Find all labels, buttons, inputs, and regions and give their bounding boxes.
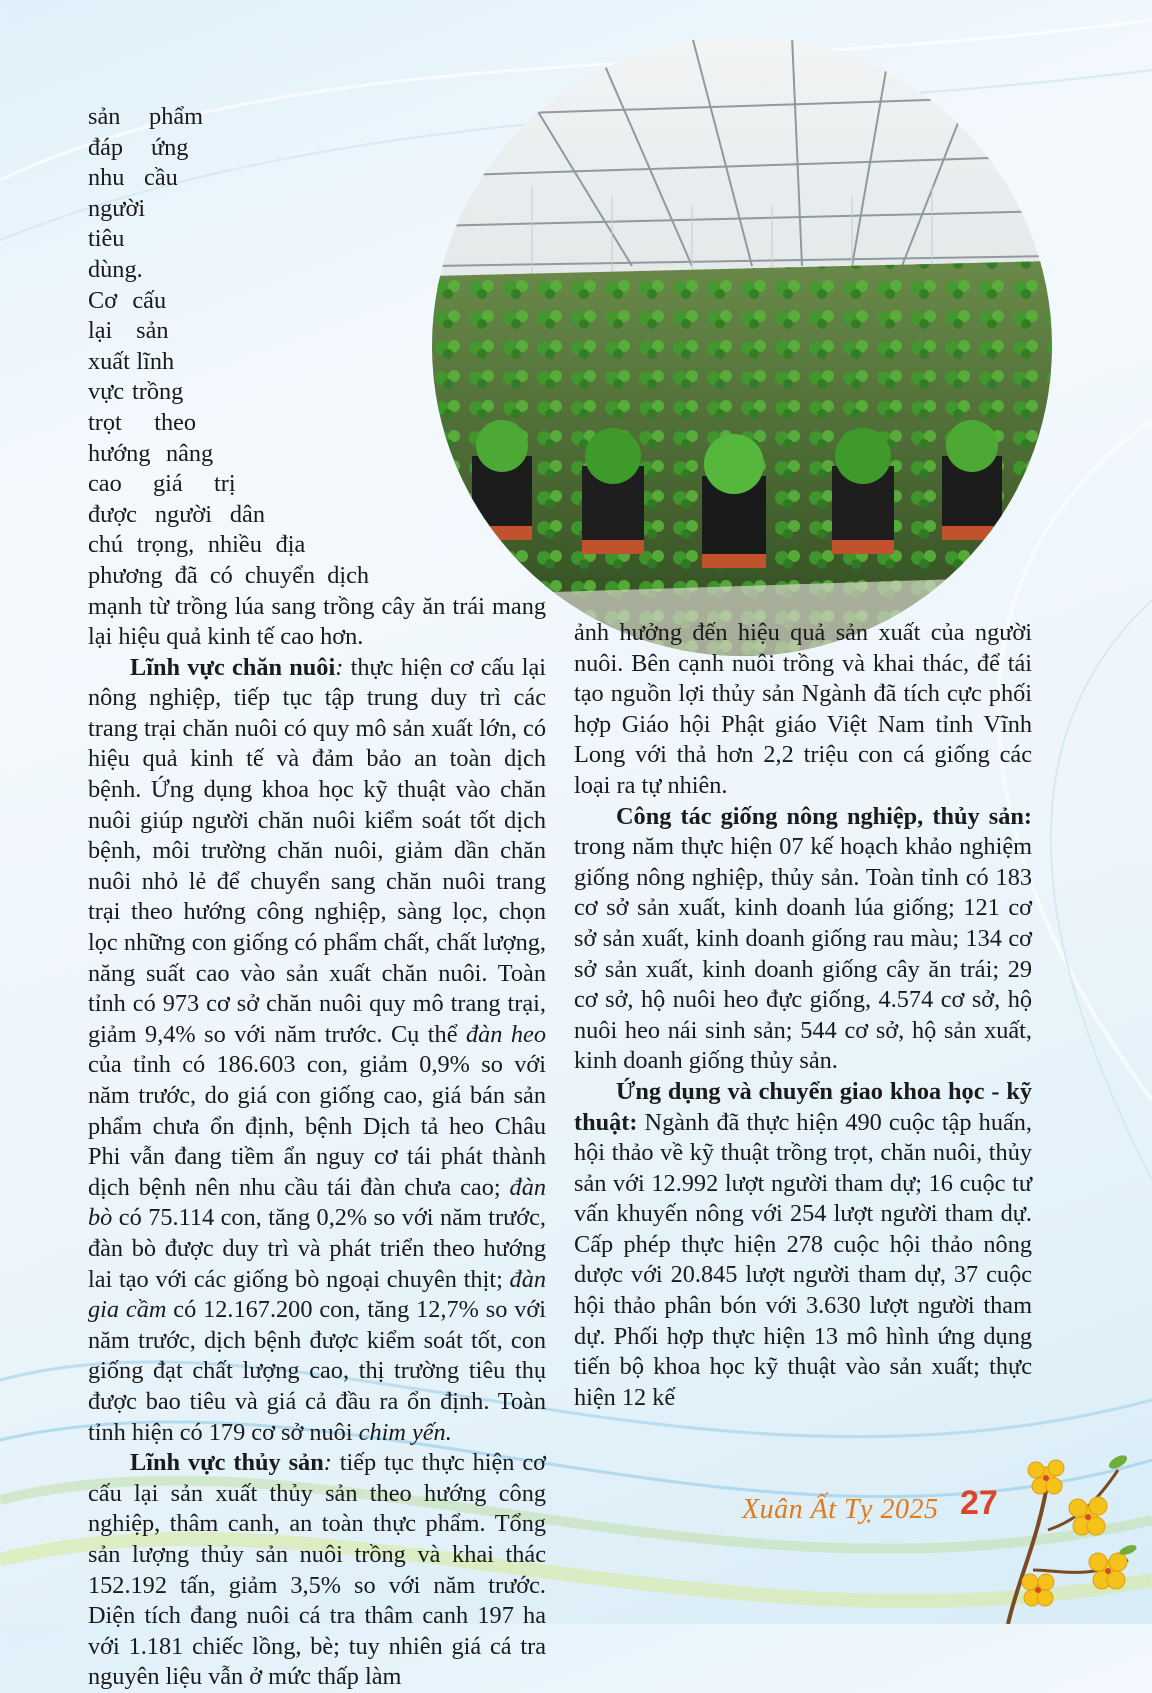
term-pig-herd: đàn heo xyxy=(465,1020,546,1048)
paragraph-fisheries xyxy=(88,1448,546,1693)
heading-breeds: Công tác giống nông nghiệp, thủy sản: xyxy=(616,802,1032,830)
paragraph-fisheries-cont: ảnh hưởng đến hiệu quả sản xuất của người nuôi. Bên cạnh nuôi trồng và khai thác, để tái tạo nguồn lợi thủy sản Ngành đã tích cực phối hợp Giáo hội Phật giáo Việt Nam tỉnh Vĩnh Long với thả hơn 2,2 triệu con cá giống các loại ra tự nhiên. xyxy=(574,619,1032,799)
paragraph-livestock xyxy=(88,653,546,1448)
article-left-column xyxy=(88,102,546,1693)
text-science-tech: Ngành đã thực hiện 490 cuộc tập huấn, hội thảo về kỹ thuật trồng trọt, chăn nuôi, thủy sản với 12.992 lượt người tham dự; 16 cuộc tư vấn khuyến nông với 254 lượt người tham dự. Cấp phép thực hiện 278 cuộc hội thảo nông dược với 20.845 lượt người tham dự, 37 cuộc hội thảo phân bón với 3.630 lượt người tham dự. Phối hợp thực hiện 13 mô hình ứng dụng tiến bộ khoa học kỹ thuật vào sản xuất; thực hiện 12 kế xyxy=(574,1108,1032,1411)
paragraph-science-tech xyxy=(574,1077,1032,1414)
issue-title: Xuân Ất Tỵ 2025 xyxy=(742,1494,939,1525)
paragraph-intro: sản phẩm đáp ứng nhu cầu người tiêu dùng. Cơ cấu lại sản xuất lĩnh vực trồng trọt theo hướng nâng cao giá trị được người dân chú trọng, nhiều địa phương đã có chuyển dịch mạnh từ trồng lúa sang trồng cây ăn trái mang lại hiệu quả kinh tế cao hơn. xyxy=(88,103,546,651)
text-livestock-b: của tỉnh có 186.603 con, giảm 0,9% so với năm trước, do giá con giống cao, giá bán sản phẩm chưa ổn định, bệnh Dịch tả heo Châu Phi vẫn đang tiềm ẩn nguy cơ tái phát thành dịch bệnh nên nhu cầu tái đàn chưa cao; xyxy=(88,1051,546,1201)
heading-science-tech: Ứng dụng và chuyển giao khoa học - kỹ thuật: xyxy=(574,1077,1032,1136)
heading-livestock-colon: : xyxy=(335,653,344,681)
apricot-blossom-icon xyxy=(978,1440,1138,1624)
term-poultry: đàn gia cầm xyxy=(88,1265,546,1324)
term-cattle-herd: đàn bò xyxy=(88,1173,546,1232)
article-right-column xyxy=(574,618,1032,1413)
paragraph-breeds xyxy=(574,802,1032,1077)
text-breeds: trong năm thực hiện 07 kế hoạch khảo nghiệm giống nông nghiệp, thủy sản. Toàn tỉnh có 183 cơ sở sản xuất, kinh doanh lúa giống; 121 cơ sở sản xuất, kinh doanh giống rau màu; 134 cơ sở sản xuất, kinh doanh giống cây ăn trái; 29 cơ sở, hộ nuôi heo đực giống, 4.574 cơ sở, hộ nuôi heo nái sinh sản; 544 cơ sở, hộ sản xuất, kinh doanh giống thủy sản. xyxy=(574,833,1032,1075)
text-livestock-d: có 12.167.200 con, tăng 12,7% so với năm trước, dịch bệnh được kiểm soát tốt, con giống đạt chất lượng cao, thị trường tiêu thụ được bao tiêu và giá cả đầu ra ổn định. Toàn tỉnh hiện có 179 cơ sở nuôi xyxy=(88,1296,546,1446)
text-fisheries: tiếp tục thực hiện cơ cấu lại sản xuất thủy sản theo hướng công nghiệp, thâm canh, an toàn thực phẩm. Tổng sản lượng thủy sản nuôi trồng và khai thác 152.192 tấn, giảm 3,5% so với năm trước. Diện tích đang nuôi cá tra thâm canh 197 ha với 1.181 chiếc lồng, bè; tuy nhiên giá cá tra nguyên liệu vẫn ở mức thấp làm xyxy=(88,1449,546,1691)
heading-fisheries: Lĩnh vực thủy sản xyxy=(130,1449,324,1477)
term-swiftlet: chim yến. xyxy=(358,1418,452,1446)
heading-fisheries-colon: : xyxy=(323,1449,332,1477)
text-livestock-a: thực hiện cơ cấu lại nông nghiệp, tiếp tục tập trung duy trì các trang trại chăn nuôi có quy mô sản xuất lớn, có hiệu quả kinh tế và đảm bảo an toàn dịch bệnh. Ứng dụng khoa học kỹ thuật vào chăn nuôi giúp người chăn nuôi kiểm soát tốt dịch bệnh, môi trường chăn nuôi, giảm dần chăn nuôi nhỏ lẻ để chuyển sang chăn nuôi trang trại theo hướng công nghiệp, sàng lọc, chọn lọc những con giống có phẩm chất, chất lượng, năng suất cao vào sản xuất chăn nuôi. Toàn tỉnh có 973 cơ sở chăn nuôi quy mô trang trại, giảm 9,4% so với năm trước. Cụ thể xyxy=(88,653,546,1048)
page-number: 27 xyxy=(960,1484,998,1522)
text-livestock-c: có 75.114 con, tăng 0,2% so với năm trước, đàn bò được duy trì và phát triển theo hướng lai tạo với các giống bò ngoại chuyên thịt; xyxy=(88,1204,546,1293)
heading-livestock: Lĩnh vực chăn nuôi xyxy=(130,653,336,681)
